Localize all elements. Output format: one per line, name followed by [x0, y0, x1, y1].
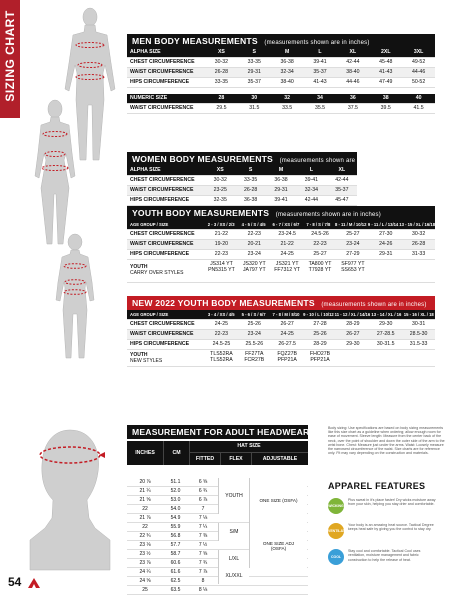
style-code: T7928 YT	[308, 266, 332, 273]
table-row	[127, 176, 357, 186]
carry-over-labels	[127, 260, 205, 282]
cell: 26-27	[346, 331, 360, 337]
inches-cell: 23 ⅛	[139, 542, 151, 548]
table-row	[127, 330, 435, 340]
cm-cell: 63.5	[170, 587, 181, 593]
cell: 35-37	[313, 69, 327, 75]
headwear-rows	[127, 478, 308, 595]
cell: 26-28	[411, 241, 426, 247]
cm-cell: 51.1	[170, 479, 181, 485]
youth-group-col: 6 - 7 / XS / 6/7	[272, 222, 300, 227]
cell: 22-23	[313, 241, 327, 247]
men-numeric-header-row	[127, 94, 435, 104]
fitted-cell: 7 ½	[198, 542, 208, 548]
cm-cell: 54.0	[170, 506, 181, 512]
cell: 31.5	[249, 105, 260, 111]
inches-cell: 25	[142, 587, 148, 593]
cell: 33-35	[214, 79, 229, 85]
row-label: WAIST CIRCUMFERENCE	[130, 187, 194, 193]
style-col-empty	[402, 350, 435, 366]
cell: 29-31	[274, 187, 288, 193]
cell: 50-52	[411, 79, 426, 85]
inches-cell: 21 ⅝	[139, 497, 151, 503]
men-size-header-row	[127, 48, 435, 58]
men-table-title: MEN BODY MEASUREMENTS	[132, 36, 258, 46]
inches-cell: 23 ⅞	[139, 560, 151, 566]
carry-col	[336, 260, 369, 282]
cell: 24.5-26	[311, 231, 329, 237]
feature-text: Plus sweat in it's place faster! Dry wicks moisture away from your skin, helping you stay drier and comfortable.	[348, 498, 436, 507]
carry-col	[271, 260, 304, 282]
cell: 38-40	[280, 79, 294, 85]
feature-text: Stay cool and comfortable. Tactical Cool uses ventilation, moisture management and fabric construction to help the release of heat.	[348, 549, 421, 562]
table-row	[127, 240, 435, 250]
cell: 42-44	[346, 59, 360, 65]
style-col-empty	[369, 350, 402, 366]
cell: 22-23	[247, 231, 261, 237]
women-size-col: S	[248, 167, 253, 173]
style-code: SF977 YT	[341, 261, 365, 267]
cell: 26-28	[243, 187, 258, 193]
inches-cell: 21 ⅞	[139, 515, 151, 521]
men-size-col: 3XL	[413, 49, 424, 55]
women-size-header-row	[127, 166, 357, 176]
cell: 26-28	[214, 69, 229, 75]
cm-cell: 52.0	[170, 488, 181, 494]
woman-figure-image	[20, 98, 90, 248]
cell: 20-21	[247, 241, 261, 247]
cell: 30-32	[411, 231, 426, 237]
youth-2022-group-label: AGE GROUP / SIZE	[130, 312, 169, 317]
col-inches: INCHES	[135, 450, 155, 456]
cell: 22-23	[214, 331, 229, 337]
sidebar-title: SIZING CHART	[3, 10, 17, 102]
inches-cell: 20 ⅞	[139, 479, 151, 485]
table-row	[127, 320, 435, 330]
cell: 27-29	[346, 251, 360, 257]
row-label: CHEST CIRCUMFERENCE	[130, 59, 195, 65]
fitted-cell: 8	[201, 578, 205, 584]
inches-cell: 22	[142, 524, 148, 530]
men-size-col: L	[318, 49, 322, 55]
youth-group-col: 8 - 11 / M / 10/12	[334, 222, 367, 227]
cell: 30-32	[213, 177, 227, 183]
style-col	[304, 350, 337, 366]
cell: 23-24	[346, 241, 360, 247]
youth-group-col: 2 - 3 / XS / 2/3	[207, 222, 235, 227]
fitted-cell: 7 ¾	[198, 560, 208, 566]
youth-group-col: 4 - 5 / S / 4/5	[241, 222, 266, 227]
cell: 23-24.5	[278, 231, 296, 237]
cell: 30-31.5	[376, 341, 395, 347]
cell: 36-38	[243, 197, 258, 203]
cell: 38-40	[346, 69, 360, 75]
women-table-note: (measurements shown are in inches)	[279, 158, 385, 164]
women-size-col: XL	[338, 167, 346, 173]
cell: 44-46	[411, 69, 426, 75]
adjustable-osfa-adj-cell: ONE SIZE ADJ (OSFA)	[249, 523, 307, 568]
headwear-table-header: MEASUREMENT FOR ADULT HEADWEAR	[127, 425, 308, 439]
cell: 28.5-30	[409, 331, 428, 337]
cell: 41-43	[313, 79, 327, 85]
cell: 27-30	[379, 231, 393, 237]
cm-cell: 61.6	[170, 569, 181, 575]
men-size-col: S	[252, 49, 257, 55]
cell: 24-25	[280, 331, 294, 337]
cell: 32-34	[280, 69, 294, 75]
women-measurements-table	[127, 152, 385, 206]
hat-size-label: HAT SIZE	[190, 441, 308, 453]
youth-carry-over-row	[127, 260, 435, 283]
style-code: TA800 YT	[308, 261, 332, 267]
women-size-col: XS	[216, 167, 224, 173]
cm-cell: 57.7	[170, 542, 181, 548]
cell: 33-35	[247, 59, 261, 65]
cell: 31.5-33	[409, 341, 428, 347]
carry-over-label-styles: CARRY OVER STYLES	[130, 270, 184, 276]
cell: 45-47	[335, 197, 349, 203]
fitted-cell: 7 ¼	[198, 524, 208, 530]
cell: 35-37	[247, 79, 261, 85]
men-size-col: 2XL	[380, 49, 391, 55]
fitted-cell: 6 ⅝	[198, 479, 208, 485]
fitted-cell: 8 ⅛	[198, 587, 208, 593]
row-label: HIPS CIRCUMFERENCE	[130, 197, 190, 203]
numeric-size-col: 40	[415, 95, 422, 101]
cell: 27-28.5	[376, 331, 395, 337]
headwear-column-headers	[127, 441, 308, 465]
table-row	[127, 340, 435, 350]
style-code: JS320 YT	[242, 261, 266, 267]
carry-col	[238, 260, 271, 282]
fitted-cell: 7 ⅜	[198, 533, 208, 539]
women-table-title: WOMEN BODY MEASUREMENTS	[132, 154, 273, 164]
cell: 25-27	[313, 251, 327, 257]
flex-youth-cell: YOUTH	[218, 478, 249, 514]
men-table-note: (measurements shown are in inches)	[264, 40, 370, 46]
table-row	[127, 196, 357, 206]
cell: 35.5	[314, 105, 326, 111]
feature-item	[328, 523, 436, 539]
table-row	[127, 58, 435, 68]
wicking-icon: WICKING	[328, 498, 344, 514]
sidebar-band	[0, 0, 20, 118]
youth-group-col: 13 - 15 / XL / 16/18	[399, 222, 436, 227]
men-numeric-label: NUMERIC SIZE	[130, 95, 168, 101]
youth-group-col: 7 - 8 / S / 7/8	[306, 222, 331, 227]
women-size-col: L	[309, 167, 313, 173]
cell: 24.5-25	[212, 341, 231, 347]
youth-group-header-row	[127, 220, 435, 230]
cell: 29-30	[346, 341, 360, 347]
cell: 33.5	[282, 105, 293, 111]
row-label: WAIST CIRCUMFERENCE	[130, 241, 194, 247]
youth-group-col: 9 - 11 / L / 13/14	[367, 222, 399, 227]
cell: 44-46	[346, 79, 360, 85]
inches-cell: 21 ¼	[139, 488, 151, 494]
cell: 24-25	[280, 251, 294, 257]
cell: 39-41	[313, 59, 327, 65]
style-code: FQZ27B	[277, 351, 297, 357]
numeric-size-col: 38	[382, 95, 389, 101]
table-row	[127, 586, 308, 595]
cell: 26-27	[280, 321, 294, 327]
style-code: JS321 YT	[275, 261, 299, 267]
col-flex: FLEX	[220, 453, 251, 465]
fit-note-paragraph: Body sizing: Use specifications are based on body sizing measurements like this size chart as a guideline when ordering; allow enough room for ease of movement. Sleeve length: Measure from the center back of the neck, over the point of shoulder and down the outer side of the arm to the wrist bone. Chest: Measure just under the arms. Waist: Loosely measure the narrowest circumference of the waist. Size charts are for reference only. Fit may vary depending on the construction and materials.	[328, 426, 445, 456]
row-label: WAIST CIRCUMFERENCE	[130, 331, 194, 337]
row-label: WAIST CIRCUMFERENCE	[130, 105, 194, 111]
flex-lxl-cell: L/XL	[218, 550, 249, 568]
feature-text: Your body is an amazing heat source. Tactical Degree keeps heat safe by giving you the control to stay dry.	[348, 523, 434, 532]
style-code: PFP21A	[277, 356, 297, 363]
inches-cell: 24 ¼	[139, 569, 151, 575]
inches-cell: 22	[142, 506, 148, 512]
new-styles-label-youth: YOUTH	[130, 352, 148, 358]
cell: 25-27	[346, 231, 360, 237]
row-label: HIPS CIRCUMFERENCE	[130, 341, 190, 347]
style-code: TLS52RA	[210, 351, 233, 357]
cell: 36-38	[280, 59, 294, 65]
cell: 37.5	[347, 105, 358, 111]
carry-col	[205, 260, 238, 282]
carry-col	[304, 260, 337, 282]
cell: 25-26	[313, 331, 327, 337]
men-table-header	[127, 34, 435, 48]
fitted-cell: 6 ¾	[198, 488, 208, 494]
cell: 23-25	[213, 187, 227, 193]
flex-sm-cell: S/M	[218, 523, 249, 541]
cell: 33-35	[243, 177, 258, 183]
flex-xlxxl-cell: XL/XXL	[218, 568, 249, 584]
cell: 27-28	[313, 321, 327, 327]
fitted-cell: 6 ⅞	[198, 497, 208, 503]
cell: 24-25	[214, 321, 229, 327]
style-col-empty	[336, 350, 369, 366]
fitted-cell: 7 ⅝	[198, 551, 208, 557]
cell: 25-26	[247, 321, 261, 327]
youth-2022-group-col: 13 - 14 / XL / 16	[371, 312, 402, 317]
style-code: PN5315 YT	[208, 266, 235, 273]
women-table-header	[127, 152, 385, 166]
cell: 39-41	[304, 177, 319, 183]
style-code: FF7312 YT	[274, 266, 301, 273]
cm-cell: 62.5	[170, 578, 181, 584]
style-col	[205, 350, 238, 366]
men-measurements-table	[127, 34, 435, 114]
cell: 24-26	[379, 241, 393, 247]
youth-group-label: AGE GROUP / SIZE	[130, 222, 169, 227]
apparel-features-title: APPAREL FEATURES	[328, 481, 426, 491]
style-col	[271, 350, 304, 366]
cell: 39.5	[380, 105, 391, 111]
numeric-size-col: 34	[317, 95, 323, 101]
adjustable-osfa-cell: ONE SIZE (OSFA)	[249, 478, 307, 523]
cell: 29-31	[247, 69, 261, 75]
row-label: WAIST CIRCUMFERENCE	[130, 69, 194, 75]
cool-icon: COOL	[328, 549, 344, 565]
table-row	[127, 250, 435, 260]
row-label: HIPS CIRCUMFERENCE	[130, 251, 190, 257]
feature-item	[328, 549, 436, 565]
cm-cell: 53.0	[170, 497, 181, 503]
cell: 30-32	[214, 59, 229, 65]
style-code: FF27TA	[245, 351, 264, 357]
table-row	[127, 186, 357, 196]
cell: 42-44	[304, 197, 319, 203]
ventilated-icon: VENTILATED	[328, 523, 344, 539]
cell: 35-37	[335, 187, 349, 193]
youth-table-header	[127, 206, 435, 220]
style-code: FCR27B	[244, 356, 265, 363]
col-cm: CM	[163, 441, 189, 465]
women-size-col: M	[278, 167, 284, 173]
cell: 29-31	[379, 251, 393, 257]
new-styles-labels	[127, 350, 205, 366]
cell: 25.5-26	[245, 341, 264, 347]
row-label: CHEST CIRCUMFERENCE	[130, 177, 195, 183]
cell: 30-31	[411, 321, 426, 327]
cell: 49-52	[411, 59, 426, 65]
cell: 31-33	[411, 251, 426, 257]
cell: 45-48	[379, 59, 393, 65]
numeric-size-col: 36	[349, 95, 356, 101]
cell: 23-24	[247, 251, 261, 257]
row-label: CHEST CIRCUMFERENCE	[130, 321, 195, 327]
cell: 32-34	[304, 187, 319, 193]
numeric-size-col: 28	[218, 95, 225, 101]
cm-cell: 58.7	[170, 551, 181, 557]
inches-cell: 23 ½	[139, 551, 151, 557]
cm-cell: 60.6	[170, 560, 181, 566]
style-col	[238, 350, 271, 366]
cell: 36-38	[274, 177, 288, 183]
youth-2022-group-col: 7 - 8 / M / 8/10	[272, 312, 300, 317]
youth-table-title: YOUTH BODY MEASUREMENTS	[132, 208, 270, 218]
style-code: JS314 YT	[210, 261, 233, 267]
youth-2022-group-col: 5 - 6 / S / 6/7	[241, 312, 266, 317]
cell: 23-24	[247, 331, 261, 337]
table-row	[127, 78, 435, 88]
cell: 28-29	[313, 341, 327, 347]
fitted-cell: 7 ⅛	[198, 515, 208, 521]
carry-col-empty	[369, 260, 402, 282]
youth-2022-group-col: 9 - 10 / L / 10/12	[303, 312, 334, 317]
page-number: 54	[8, 575, 22, 589]
youth-2022-group-col: 3 - 4 / XS / 4/5	[207, 312, 235, 317]
men-size-col: M	[284, 49, 290, 55]
cell: 42-44	[335, 177, 349, 183]
cell: 21-22	[214, 231, 229, 237]
cm-cell: 56.8	[170, 533, 181, 539]
feature-item	[328, 498, 436, 514]
youth-table-note: (measurements shown are in inches)	[275, 212, 381, 218]
new-styles-label-styles: NEW STYLES	[130, 358, 163, 364]
hat-size-group	[189, 441, 308, 465]
youth-2022-group-col: 15 - 16 / XL / 18	[403, 312, 434, 317]
numeric-size-col: 30	[251, 95, 258, 101]
hat-size-subcols	[190, 453, 308, 465]
cell: 29.5	[216, 105, 227, 111]
women-alpha-label: ALPHA SIZE	[130, 167, 161, 173]
table-row	[127, 230, 435, 240]
inches-cell: 22 ¾	[139, 533, 151, 539]
cell: 22-23	[214, 251, 229, 257]
row-label: CHEST CIRCUMFERENCE	[130, 231, 195, 237]
cell: 28-29	[346, 321, 360, 327]
headwear-table	[127, 425, 308, 465]
cell: 29-30	[379, 321, 393, 327]
men-alpha-label: ALPHA SIZE	[130, 49, 161, 55]
cell: 32-35	[213, 197, 227, 203]
table-row	[127, 104, 435, 114]
style-code: FHO27B	[309, 351, 331, 357]
cm-cell: 55.9	[170, 524, 181, 530]
style-code: PFP21A	[310, 356, 330, 363]
youth-2022-table-note: (measurements shown are in inches)	[321, 302, 427, 308]
style-code: SS653 YT	[341, 266, 365, 273]
youth-measurements-table	[127, 206, 435, 283]
youth-2022-measurements-table	[127, 296, 435, 367]
cell: 21-22	[280, 241, 294, 247]
numeric-size-col: 32	[284, 95, 291, 101]
cell: 41.5	[413, 105, 424, 111]
cell: 41-43	[379, 69, 393, 75]
youth-2022-new-styles-row	[127, 350, 435, 367]
carry-over-label-youth: YOUTH	[130, 264, 148, 270]
brand-logo-icon	[28, 578, 40, 588]
cell: 47-49	[379, 79, 393, 85]
fitted-cell: 7	[201, 506, 205, 512]
child-figure-image	[45, 232, 105, 362]
head-figure-image	[25, 420, 115, 570]
inches-cell: 24 ⅝	[139, 578, 151, 584]
cell: 19-20	[214, 241, 229, 247]
youth-2022-table-header	[127, 296, 435, 310]
style-code: JA797 YT	[242, 266, 266, 273]
men-size-col: XL	[349, 49, 357, 55]
youth-2022-group-header-row	[127, 310, 435, 320]
cell: 26-27.5	[278, 341, 296, 347]
cm-cell: 54.9	[170, 515, 181, 521]
fitted-cell: 7 ⅞	[198, 569, 208, 575]
men-size-col: XS	[217, 49, 225, 55]
cell: 39-41	[274, 197, 288, 203]
row-label: HIPS CIRCUMFERENCE	[130, 79, 190, 85]
table-row	[127, 68, 435, 78]
style-code: TLS52RA	[210, 356, 233, 363]
carry-col-empty	[402, 260, 435, 282]
col-fitted: FITTED	[195, 456, 215, 462]
col-adjustable: ADJUSTABLE	[251, 453, 308, 465]
youth-2022-group-col: 11 - 12 / XL / 14/16	[334, 312, 371, 317]
youth-2022-table-title: NEW 2022 YOUTH BODY MEASUREMENTS	[132, 298, 315, 308]
